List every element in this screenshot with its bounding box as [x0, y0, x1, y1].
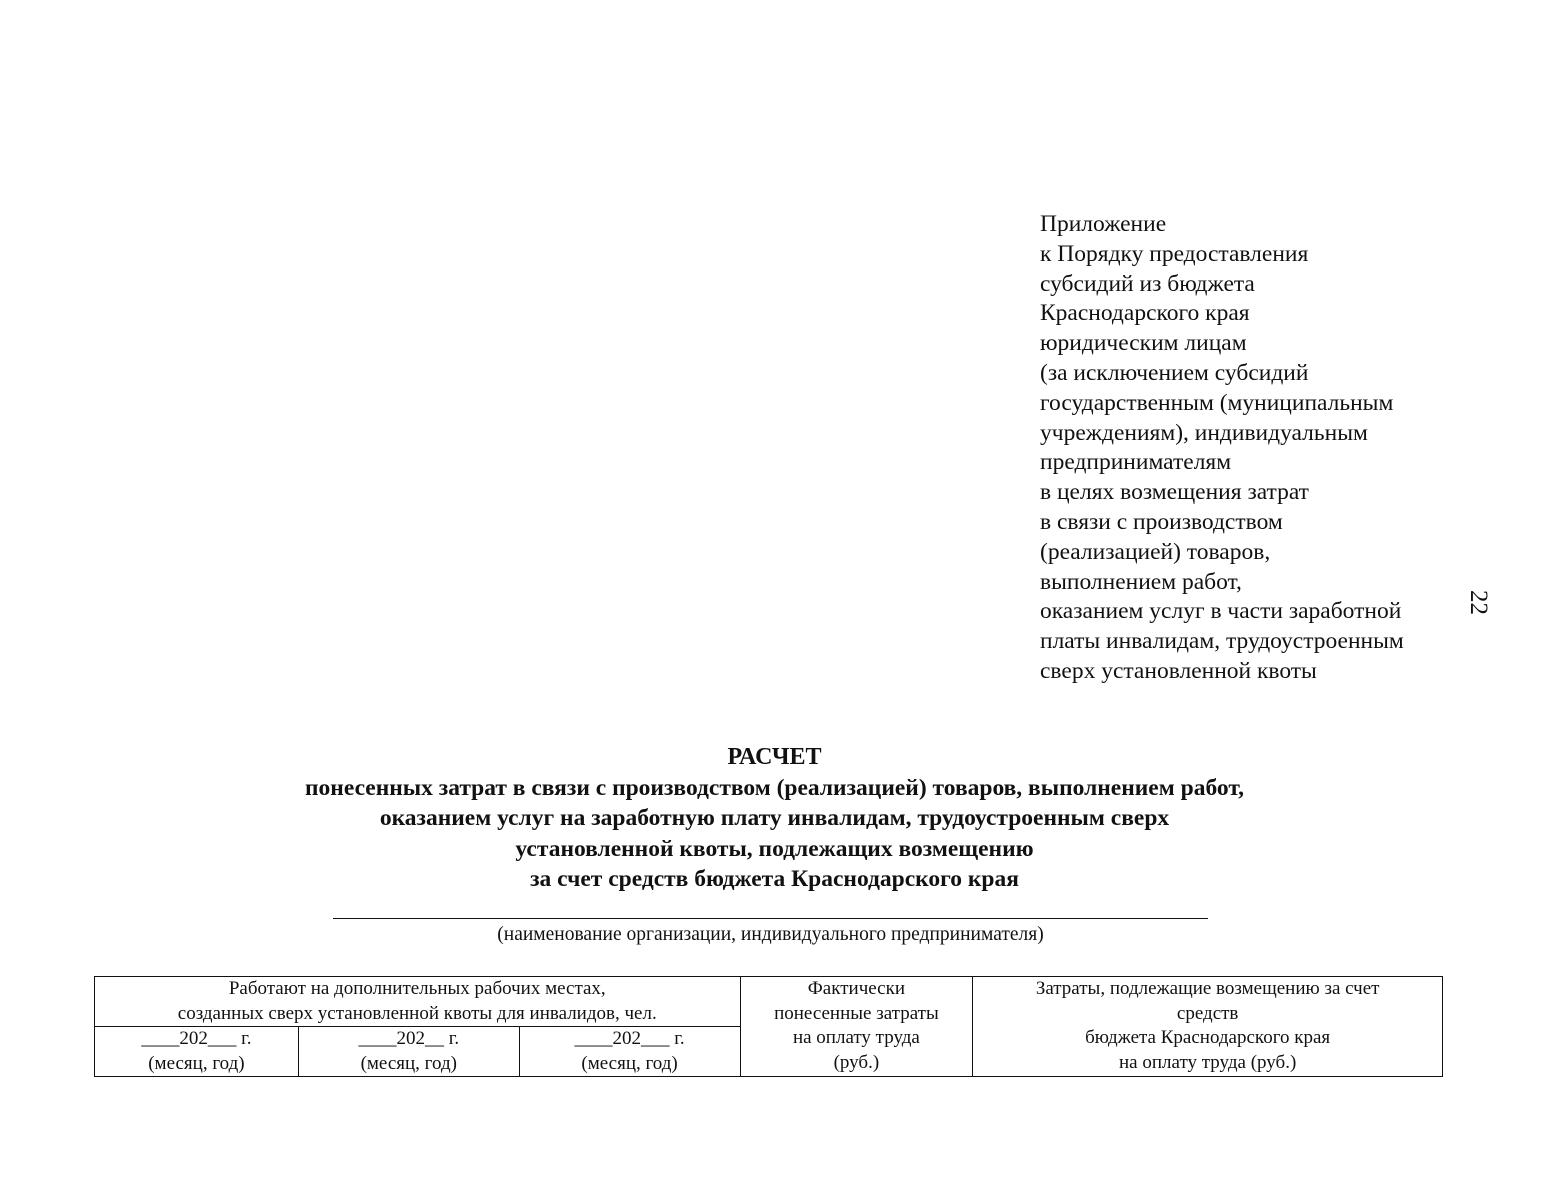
title-line: за счет средств бюджета Краснодарского края — [530, 866, 1019, 892]
period-date: ____202___ г. — [141, 1028, 252, 1049]
period-date: ____202__ г. — [358, 1028, 460, 1049]
appendix-note — [1040, 210, 1460, 687]
reimbursable-costs-header-line: средств — [1176, 1002, 1239, 1024]
appendix-line: (за исключением субсидий — [1040, 359, 1309, 386]
period-caption: (месяц, год) — [360, 1052, 457, 1074]
title-line: установленной квоты, подлежащих возмещению — [515, 835, 1034, 862]
calculation-table — [94, 976, 1443, 1077]
appendix-line: Краснодарского края — [1040, 300, 1250, 327]
period-cell — [298, 1027, 519, 1077]
reimbursable-costs-header-line: Затраты, подлежащие возмещению за счет — [1035, 978, 1380, 999]
organization-caption: (наименование организации, индивидуального предпринимателя) — [497, 924, 1044, 945]
actual-costs-header-line: Фактически — [807, 978, 905, 999]
appendix-line: предпринимателям — [1040, 449, 1232, 476]
appendix-line: в связи с производством — [1040, 508, 1283, 535]
title-main: РАСЧЕТ — [727, 744, 822, 770]
actual-costs-header-cell — [740, 977, 973, 1077]
title-line: понесенных затрат в связи с производством (реализацией) товаров, выполнением работ, — [305, 774, 1244, 801]
title-line: оказанием услуг на заработную плату инвалидам, трудоустроенным сверх — [379, 805, 1170, 831]
appendix-line: сверх установленной квоты — [1040, 657, 1317, 684]
appendix-line: государственным (муниципальным — [1040, 389, 1394, 416]
period-date: ____202___ г. — [574, 1028, 685, 1049]
reimbursable-costs-header-line: бюджета Краснодарского края — [1085, 1027, 1331, 1048]
appendix-line: (реализацией) товаров, — [1040, 538, 1271, 565]
period-cell — [519, 1027, 740, 1077]
appendix-line: Приложение — [1040, 211, 1167, 237]
organization-name-line — [333, 918, 1208, 919]
document-title — [0, 742, 1549, 895]
workers-header-cell — [95, 977, 741, 1027]
table-header-row — [95, 977, 1443, 1027]
reimbursable-costs-header-cell — [973, 977, 1443, 1077]
reimbursable-costs-header-line: на оплату труда (руб.) — [1119, 1051, 1297, 1073]
actual-costs-header-line: на оплату труда — [792, 1027, 920, 1048]
period-caption: (месяц, год) — [581, 1052, 678, 1074]
period-cell — [95, 1027, 299, 1077]
period-caption: (месяц, год) — [148, 1052, 245, 1074]
workers-header-line: Работают на дополнительных рабочих местах, — [228, 978, 606, 999]
page-number: 22 — [1465, 590, 1492, 615]
appendix-line: платы инвалидам, трудоустроенным — [1040, 628, 1404, 655]
appendix-line: юридическим лицам — [1040, 330, 1247, 357]
appendix-line: к Порядку предоставления — [1040, 240, 1309, 267]
actual-costs-header-line: (руб.) — [833, 1051, 880, 1073]
appendix-line: оказанием услуг в части заработной — [1040, 598, 1402, 625]
appendix-line: в целях возмещения затрат — [1040, 479, 1309, 506]
actual-costs-header-line: понесенные затраты — [774, 1002, 939, 1024]
workers-header-line: созданных сверх установленной квоты для инвалидов, чел. — [177, 1002, 657, 1024]
appendix-line: учреждениям), индивидуальным — [1040, 419, 1368, 446]
appendix-line: субсидий из бюджета — [1040, 270, 1255, 297]
appendix-line: выполнением работ, — [1040, 568, 1242, 595]
